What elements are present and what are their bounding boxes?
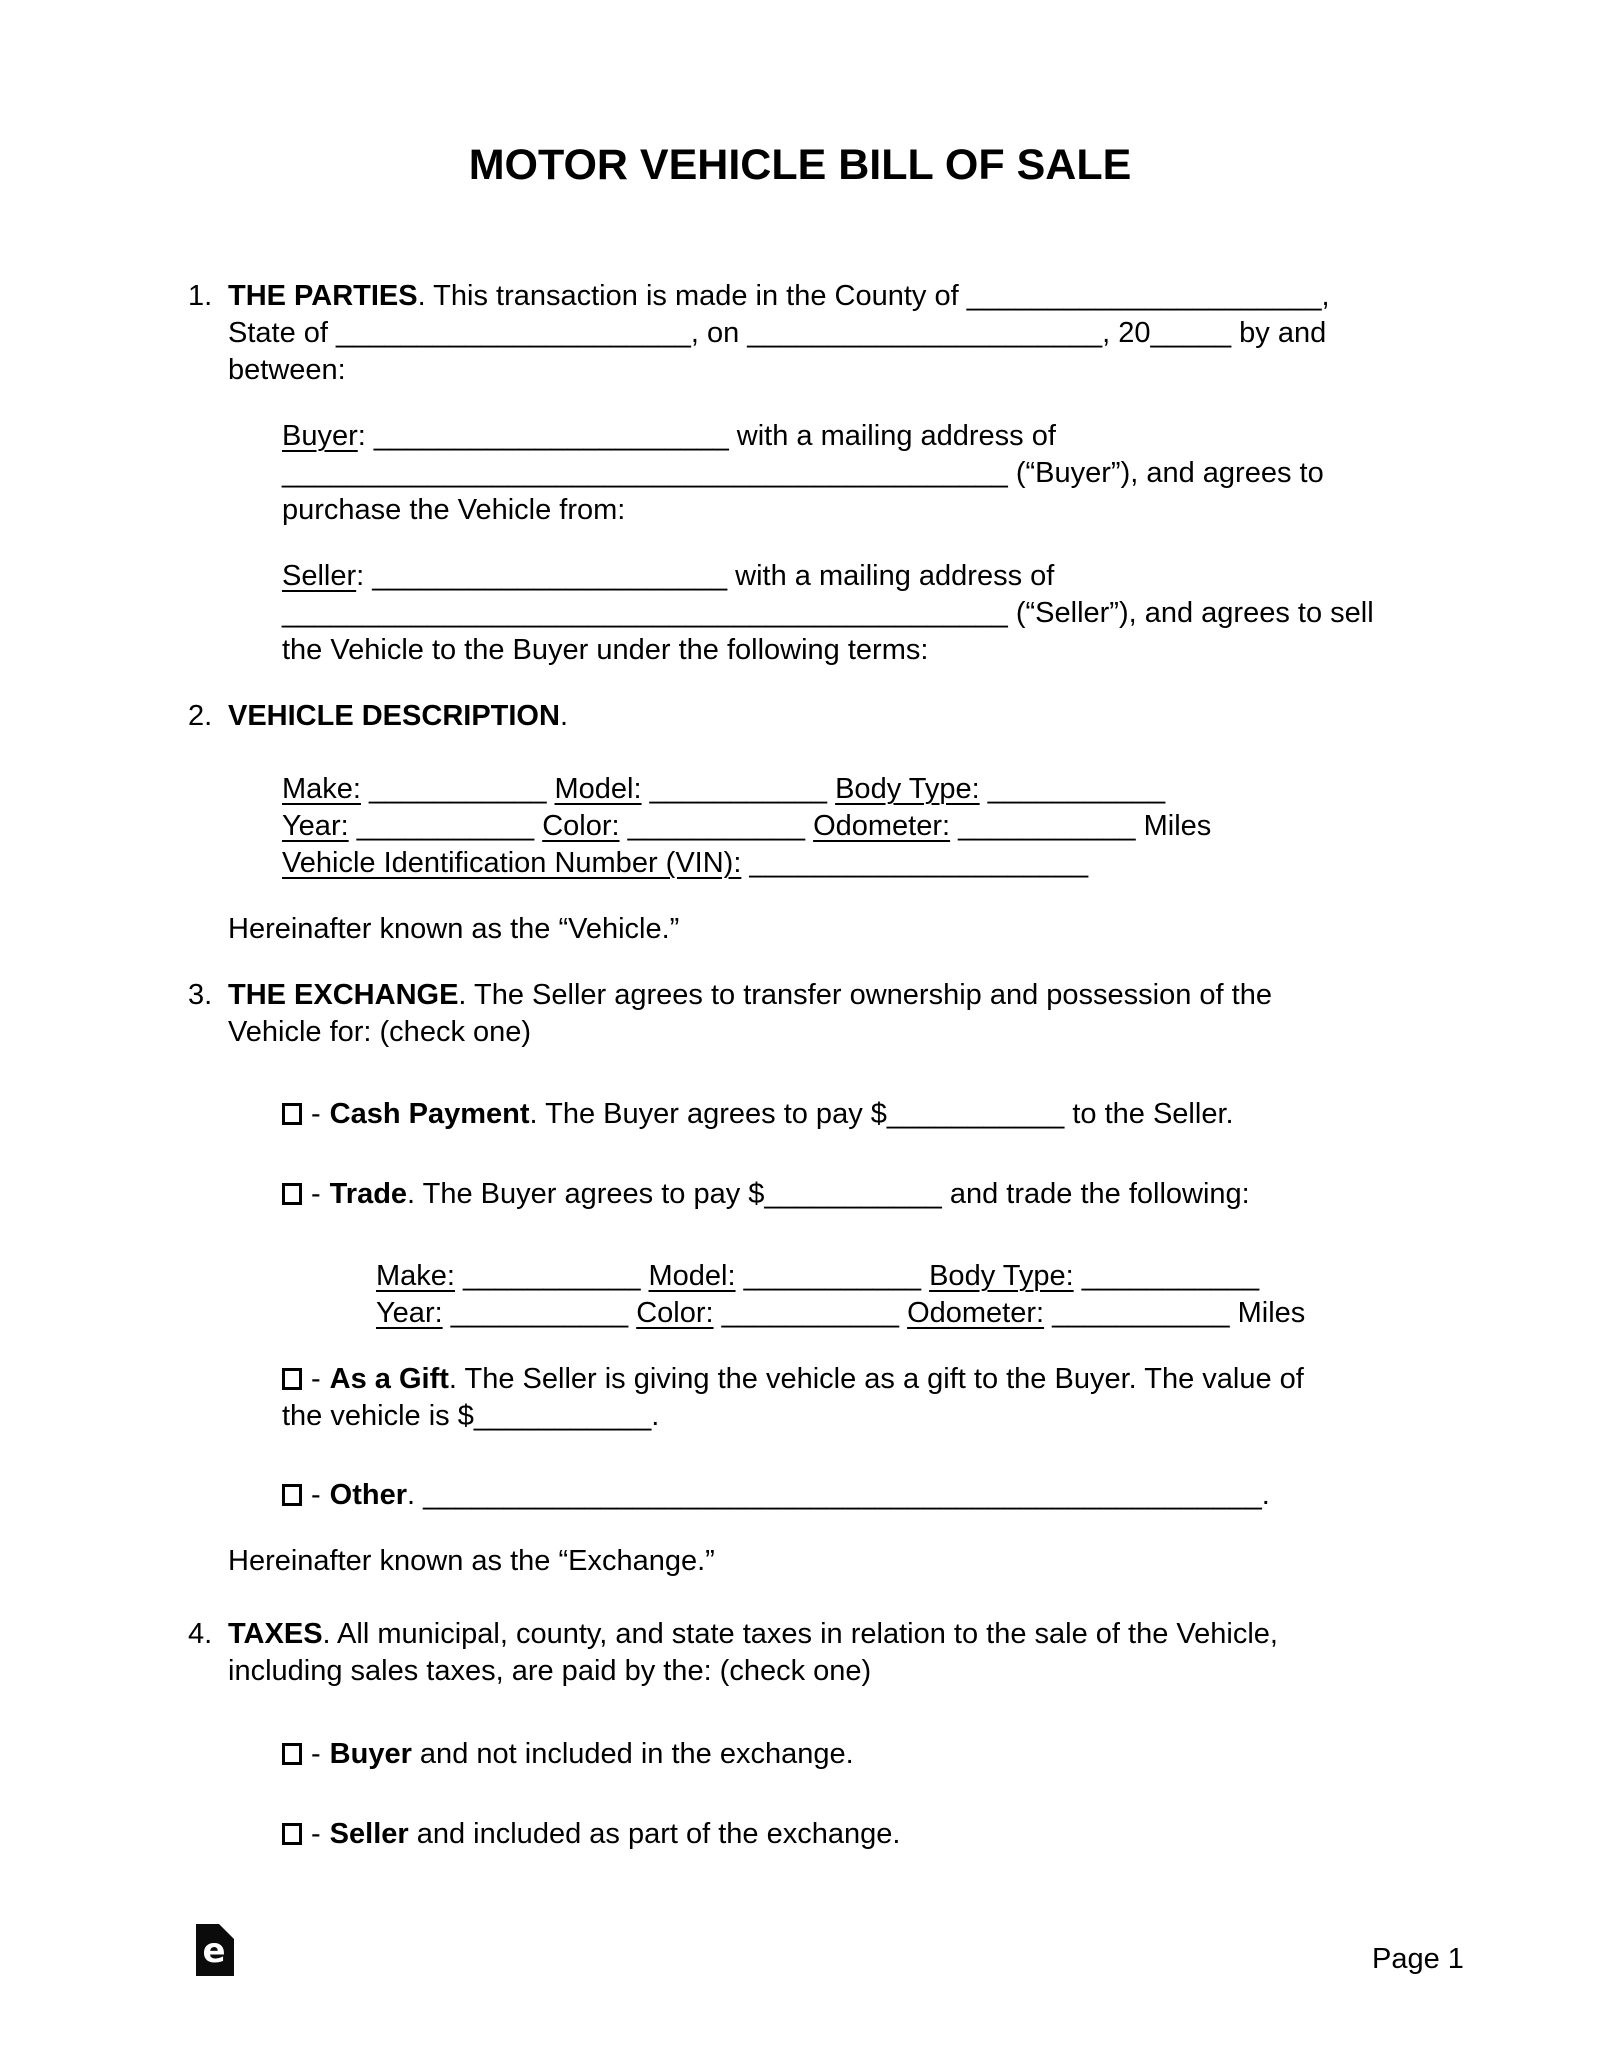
seller-paragraph [282, 558, 1374, 669]
cash-payment-text: . The Buyer agrees to pay $___________ to the Seller. [529, 1098, 1234, 1130]
vehicle-row-1 [282, 771, 1211, 808]
eforms-logo [196, 1924, 234, 1976]
vehicle-fields [282, 771, 1211, 882]
taxes-line-1 [188, 1616, 1278, 1653]
trade-label: Trade [329, 1178, 408, 1210]
make-blank: ___________ [360, 773, 555, 805]
year-label: Year: [376, 1297, 443, 1329]
page-title: MOTOR VEHICLE BILL OF SALE [468, 141, 1132, 189]
color-blank: ___________ [713, 1297, 908, 1329]
option-taxes-buyer [282, 1736, 854, 1773]
make-blank: ___________ [454, 1260, 649, 1292]
make-label: Make: [282, 773, 361, 805]
buyer-line-2: _____________________________________________ (“Buyer”), and agrees to [282, 457, 1324, 489]
odometer-label: Odometer: [907, 1297, 1045, 1329]
year-blank: ___________ [442, 1297, 637, 1329]
parties-line-3: between: [228, 354, 346, 386]
vehicle-heading-line [188, 698, 568, 735]
option-gift [282, 1361, 1304, 1435]
exchange-line-1 [188, 977, 1272, 1014]
make-label: Make: [376, 1260, 455, 1292]
odometer-blank: ___________ Miles [1044, 1297, 1306, 1329]
hereinafter-exchange: Hereinafter known as the “Exchange.” [228, 1545, 715, 1577]
option-dash: - [311, 1818, 321, 1850]
seller-line-1-text: : ______________________ with a mailing address of [356, 560, 1055, 592]
gift-line-1 [282, 1361, 1304, 1398]
cash-payment-label: Cash Payment [329, 1098, 530, 1130]
vehicle-row-2 [282, 808, 1211, 845]
option-cash-payment [282, 1096, 1234, 1133]
odometer-label: Odometer: [813, 810, 951, 842]
seller-line-1 [282, 558, 1374, 595]
seller-line-2: _____________________________________________ (“Seller”), and agrees to sell [282, 597, 1374, 629]
option-dash: - [311, 1363, 321, 1395]
hereinafter-vehicle: Hereinafter known as the “Vehicle.” [228, 913, 680, 945]
color-blank: ___________ [619, 810, 814, 842]
other-label: Other [329, 1479, 408, 1511]
heading-period: . [559, 700, 568, 732]
taxes-buyer-text: and not included in the exchange. [411, 1738, 854, 1770]
trade-vehicle-row-1 [376, 1258, 1305, 1295]
buyer-label: Buyer [282, 420, 358, 452]
section-parties [188, 278, 1330, 389]
gift-checkbox[interactable] [282, 1368, 302, 1390]
buyer-paragraph [282, 418, 1324, 529]
model-label: Model: [554, 773, 642, 805]
section-number: 2. [188, 700, 213, 732]
page-number: Page 1 [1372, 1943, 1464, 1975]
eforms-logo-letter: e [202, 1931, 226, 1971]
other-blank: . ____________________________________________________. [407, 1479, 1270, 1511]
option-other [282, 1477, 1270, 1514]
seller-line-3: the Vehicle to the Buyer under the following terms: [282, 634, 929, 666]
taxes-seller-label: Seller [329, 1818, 409, 1850]
color-label: Color: [636, 1297, 714, 1329]
section-heading: THE EXCHANGE [228, 979, 459, 1011]
body-type-label: Body Type: [929, 1260, 1074, 1292]
option-dash: - [311, 1738, 321, 1770]
vin-label: Vehicle Identification Number (VIN): [282, 847, 742, 879]
body-type-label: Body Type: [835, 773, 980, 805]
seller-label: Seller [282, 560, 357, 592]
taxes-line-1-text: . All municipal, county, and state taxes in relation to the sale of the Vehicle, [322, 1618, 1278, 1650]
section-number: 1. [188, 280, 213, 312]
body-type-blank: ___________ [1073, 1260, 1260, 1292]
vin-blank: _____________________ [741, 847, 1089, 879]
section-heading: VEHICLE DESCRIPTION [228, 700, 560, 732]
model-blank: ___________ [641, 773, 836, 805]
taxes-seller-text: and included as part of the exchange. [408, 1818, 901, 1850]
exchange-line-1-text: . The Seller agrees to transfer ownership and possession of the [458, 979, 1272, 1011]
color-label: Color: [542, 810, 620, 842]
parties-line-1-text: . This transaction is made in the County of ______________________, [417, 280, 1330, 312]
taxes-seller-checkbox[interactable] [282, 1823, 302, 1845]
model-blank: ___________ [735, 1260, 930, 1292]
section-number: 4. [188, 1618, 213, 1650]
body-type-blank: ___________ [979, 773, 1166, 805]
section-heading: TAXES [228, 1618, 323, 1650]
buyer-line-3: purchase the Vehicle from: [282, 494, 626, 526]
buyer-line-1 [282, 418, 1324, 455]
odometer-blank: ___________ Miles [950, 810, 1212, 842]
year-blank: ___________ [348, 810, 543, 842]
buyer-line-1-text: : ______________________ with a mailing address of [357, 420, 1056, 452]
trade-vehicle-fields [376, 1258, 1305, 1332]
other-checkbox[interactable] [282, 1484, 302, 1506]
parties-line-2: State of ______________________, on ______________________, 20_____ by and [228, 317, 1327, 349]
taxes-buyer-checkbox[interactable] [282, 1743, 302, 1765]
option-taxes-seller [282, 1816, 900, 1853]
model-label: Model: [648, 1260, 736, 1292]
exchange-line-2: Vehicle for: (check one) [228, 1016, 532, 1048]
parties-line-1 [188, 278, 1330, 315]
option-dash: - [311, 1479, 321, 1511]
section-taxes [188, 1616, 1278, 1690]
section-heading: THE PARTIES [228, 280, 418, 312]
trade-text: . The Buyer agrees to pay $___________ and trade the following: [407, 1178, 1250, 1210]
taxes-buyer-label: Buyer [329, 1738, 412, 1770]
option-dash: - [311, 1098, 321, 1130]
taxes-line-2: including sales taxes, are paid by the: (check one) [228, 1655, 872, 1687]
option-trade [282, 1176, 1250, 1213]
section-vehicle-description [188, 698, 568, 735]
section-exchange [188, 977, 1272, 1051]
section-number: 3. [188, 979, 213, 1011]
option-dash: - [311, 1178, 321, 1210]
trade-vehicle-row-2 [376, 1295, 1305, 1332]
year-label: Year: [282, 810, 349, 842]
gift-text: . The Seller is giving the vehicle as a gift to the Buyer. The value of [448, 1363, 1304, 1395]
vehicle-row-3 [282, 845, 1211, 882]
gift-label: As a Gift [329, 1363, 449, 1395]
gift-line-2: the vehicle is $___________. [282, 1400, 660, 1432]
cash-payment-checkbox[interactable] [282, 1103, 302, 1125]
trade-checkbox[interactable] [282, 1183, 302, 1205]
